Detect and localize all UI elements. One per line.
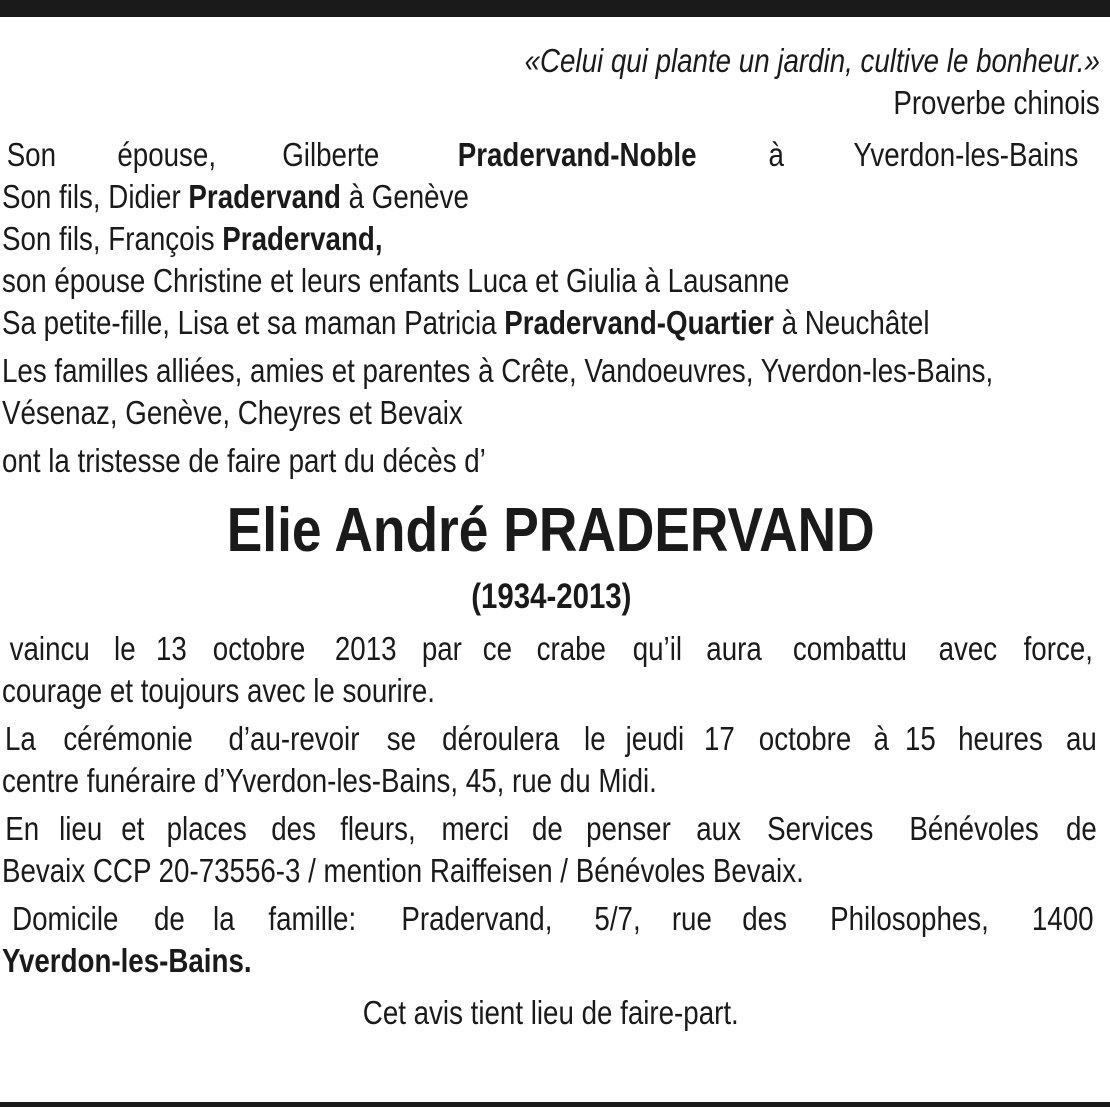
word: heures <box>958 720 1044 757</box>
word: à <box>873 720 889 757</box>
allied-families-line-2 <box>2 392 1100 434</box>
word: fleurs, <box>340 810 416 847</box>
bottom-rule <box>0 1102 1110 1107</box>
deceased-years <box>2 576 1100 618</box>
paragraph-2-line-2 <box>2 760 1100 802</box>
word: octobre <box>758 720 852 757</box>
word: octobre <box>213 630 306 667</box>
word: cérémonie <box>62 720 193 757</box>
word: Services <box>767 810 874 847</box>
word: de <box>154 900 186 937</box>
quote-text: «Celui qui plante un jardin, cultive le bonheur.» <box>524 42 1100 79</box>
top-rule <box>0 0 1110 17</box>
text: Son fils, Didier <box>2 178 189 215</box>
deceased-name-text: Elie André PRADERVAND <box>227 496 875 565</box>
text: Sa petite-fille, Lisa et sa maman Patricia <box>2 304 505 341</box>
word: aux <box>695 810 741 847</box>
word: vaincu <box>9 630 90 667</box>
family-line-son-2 <box>2 218 1100 260</box>
announcement-line <box>2 440 1100 482</box>
city-bold: Yverdon-les-Bains. <box>2 942 252 979</box>
text: à Neuchâtel <box>773 304 930 341</box>
word: 13 <box>155 630 187 667</box>
text: centre funéraire d’Yverdon-les-Bains, 45, rue du Midi. <box>2 762 657 799</box>
word: lieu <box>59 810 103 847</box>
family-name-bold: Pradervand <box>188 178 341 215</box>
word: par <box>421 630 462 667</box>
word: jeudi <box>625 720 684 757</box>
closing-text: Cet avis tient lieu de faire-part. <box>363 994 739 1031</box>
word: la <box>213 900 235 937</box>
word: et <box>121 810 145 847</box>
family-name-bold: Pradervand-Noble <box>457 136 697 173</box>
paragraph-2-line-1 <box>2 718 1100 760</box>
word: Domicile <box>12 900 119 937</box>
word: avec <box>938 630 997 667</box>
family-line-grandchildren <box>2 260 1100 302</box>
word: ce <box>483 630 513 667</box>
family-line-granddaughter <box>2 302 1100 344</box>
word: rue <box>671 900 712 937</box>
word: qu’il <box>632 630 682 667</box>
text: courage et toujours avec le sourire. <box>2 672 435 709</box>
word: La <box>4 720 36 757</box>
text: Bevaix CCP 20-73556-3 / mention Raiffeisen / Bénévoles Bevaix. <box>2 852 804 889</box>
text: ont la tristesse de faire part du décès d’ <box>2 442 486 479</box>
word: Bénévoles <box>908 810 1039 847</box>
family-line-spouse <box>2 134 1100 176</box>
allied-families-line-1 <box>2 350 1100 392</box>
word: force, <box>1023 630 1094 667</box>
word: 2013 <box>335 630 397 667</box>
paragraph-1-line-2 <box>2 670 1100 712</box>
obituary-notice <box>2 40 1100 1034</box>
word: le <box>114 630 136 667</box>
word: de <box>531 810 563 847</box>
text: à Genève <box>340 178 469 215</box>
word: penser <box>586 810 671 847</box>
paragraph-4-line-2 <box>2 940 1100 982</box>
word: Philosophes, <box>829 900 989 937</box>
family-name-bold: Pradervand-Quartier <box>504 304 774 341</box>
family-name-bold: Pradervand, <box>222 220 383 257</box>
text: Vésenaz, Genève, Cheyres et Bevaix <box>2 394 463 431</box>
word: épouse, <box>117 136 216 173</box>
text: Les familles alliées, amies et parentes à Crête, Vandoeuvres, Yverdon-les-Bains, <box>2 352 994 389</box>
word: Yverdon-les-Bains <box>853 136 1079 173</box>
word: le <box>584 720 606 757</box>
paragraph-3-line-1 <box>2 808 1100 850</box>
deceased-years-text: (1934-2013) <box>470 577 632 616</box>
family-line-son-1 <box>2 176 1100 218</box>
deceased-name <box>2 496 1100 566</box>
paragraph-3-line-2 <box>2 850 1100 892</box>
word: En <box>5 810 40 847</box>
word: 17 <box>704 720 735 757</box>
word: 1400 <box>1032 900 1095 937</box>
word: Son <box>6 136 57 173</box>
word: déroulera <box>442 720 560 757</box>
word: 5/7, <box>594 900 641 937</box>
word: se <box>386 720 417 757</box>
word: d’au-revoir <box>228 720 360 757</box>
paragraph-1-line-1 <box>2 628 1100 670</box>
word: des <box>742 900 788 937</box>
quote-source: Proverbe chinois <box>893 84 1100 121</box>
text: son épouse Christine et leurs enfants Luca et Giulia à Lausanne <box>2 262 790 299</box>
word: famille: <box>268 900 356 937</box>
text: Son fils, François <box>2 220 223 257</box>
word: aura <box>706 630 762 667</box>
word: de <box>1066 810 1098 847</box>
word: Gilberte <box>281 136 379 173</box>
word: Pradervand, <box>401 900 553 937</box>
word: 15 <box>904 720 936 757</box>
word: combattu <box>792 630 907 667</box>
word: à <box>768 136 784 173</box>
quote-source-line <box>2 82 1100 124</box>
word: crabe <box>536 630 607 667</box>
word: des <box>271 810 317 847</box>
paragraph-4-line-1 <box>2 898 1100 940</box>
word: au <box>1066 720 1097 757</box>
word: merci <box>441 810 510 847</box>
word: places <box>166 810 247 847</box>
quote-line <box>2 40 1100 82</box>
closing-line <box>2 992 1100 1034</box>
